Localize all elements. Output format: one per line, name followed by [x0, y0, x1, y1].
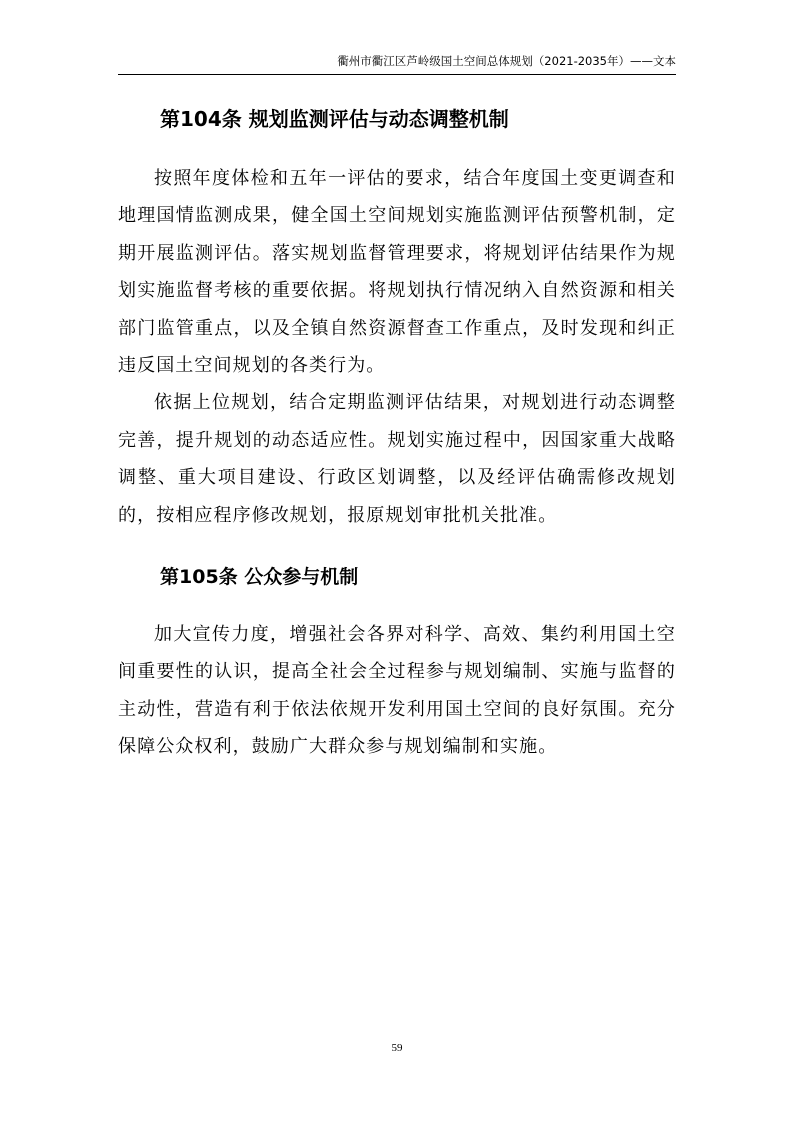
article-105: [118, 558, 676, 766]
page-header: [118, 52, 676, 75]
header-title: 衢州市衢江区芦岭级国土空间总体规划（2021-2035年）——文本: [337, 54, 676, 68]
paragraph: 加大宣传力度，增强社会各界对科学、高效、集约利用国土空间重要性的认识，提高全社会全过程参与规划编制、实施与监督的主动性，营造有利于依法依规开发利用国土空间的良好氛围。充分保障公众权利，鼓励广大群众参与规划编制和实施。: [118, 624, 676, 758]
article-title: 第104条 规划监测评估与动态调整机制: [160, 107, 509, 131]
page-number: 59: [391, 1042, 403, 1054]
article-title: 第105条 公众参与机制: [160, 566, 359, 589]
document-body: [118, 100, 676, 766]
article-104: [118, 100, 676, 534]
paragraph: 按照年度体检和五年一评估的要求，结合年度国土变更调查和地理国情监测成果，健全国土空间规划实施监测评估预警机制，定期开展监测评估。落实规划监督管理要求，将规划评估结果作为规划实施监督考核的重要依据。将规划执行情况纳入自然资源和相关部门监管重点，以及全镇自然资源督查工作重点，及时发现和纠正违反国土空间规划的各类行为。: [118, 168, 676, 377]
paragraph: 依据上位规划，结合定期监测评估结果，对规划进行动态调整完善，提升规划的动态适应性。规划实施过程中，因国家重大战略调整、重大项目建设、行政区划调整，以及经评估确需修改规划的，按相应程序修改规划，报原规划审批机关批准。: [118, 392, 676, 526]
